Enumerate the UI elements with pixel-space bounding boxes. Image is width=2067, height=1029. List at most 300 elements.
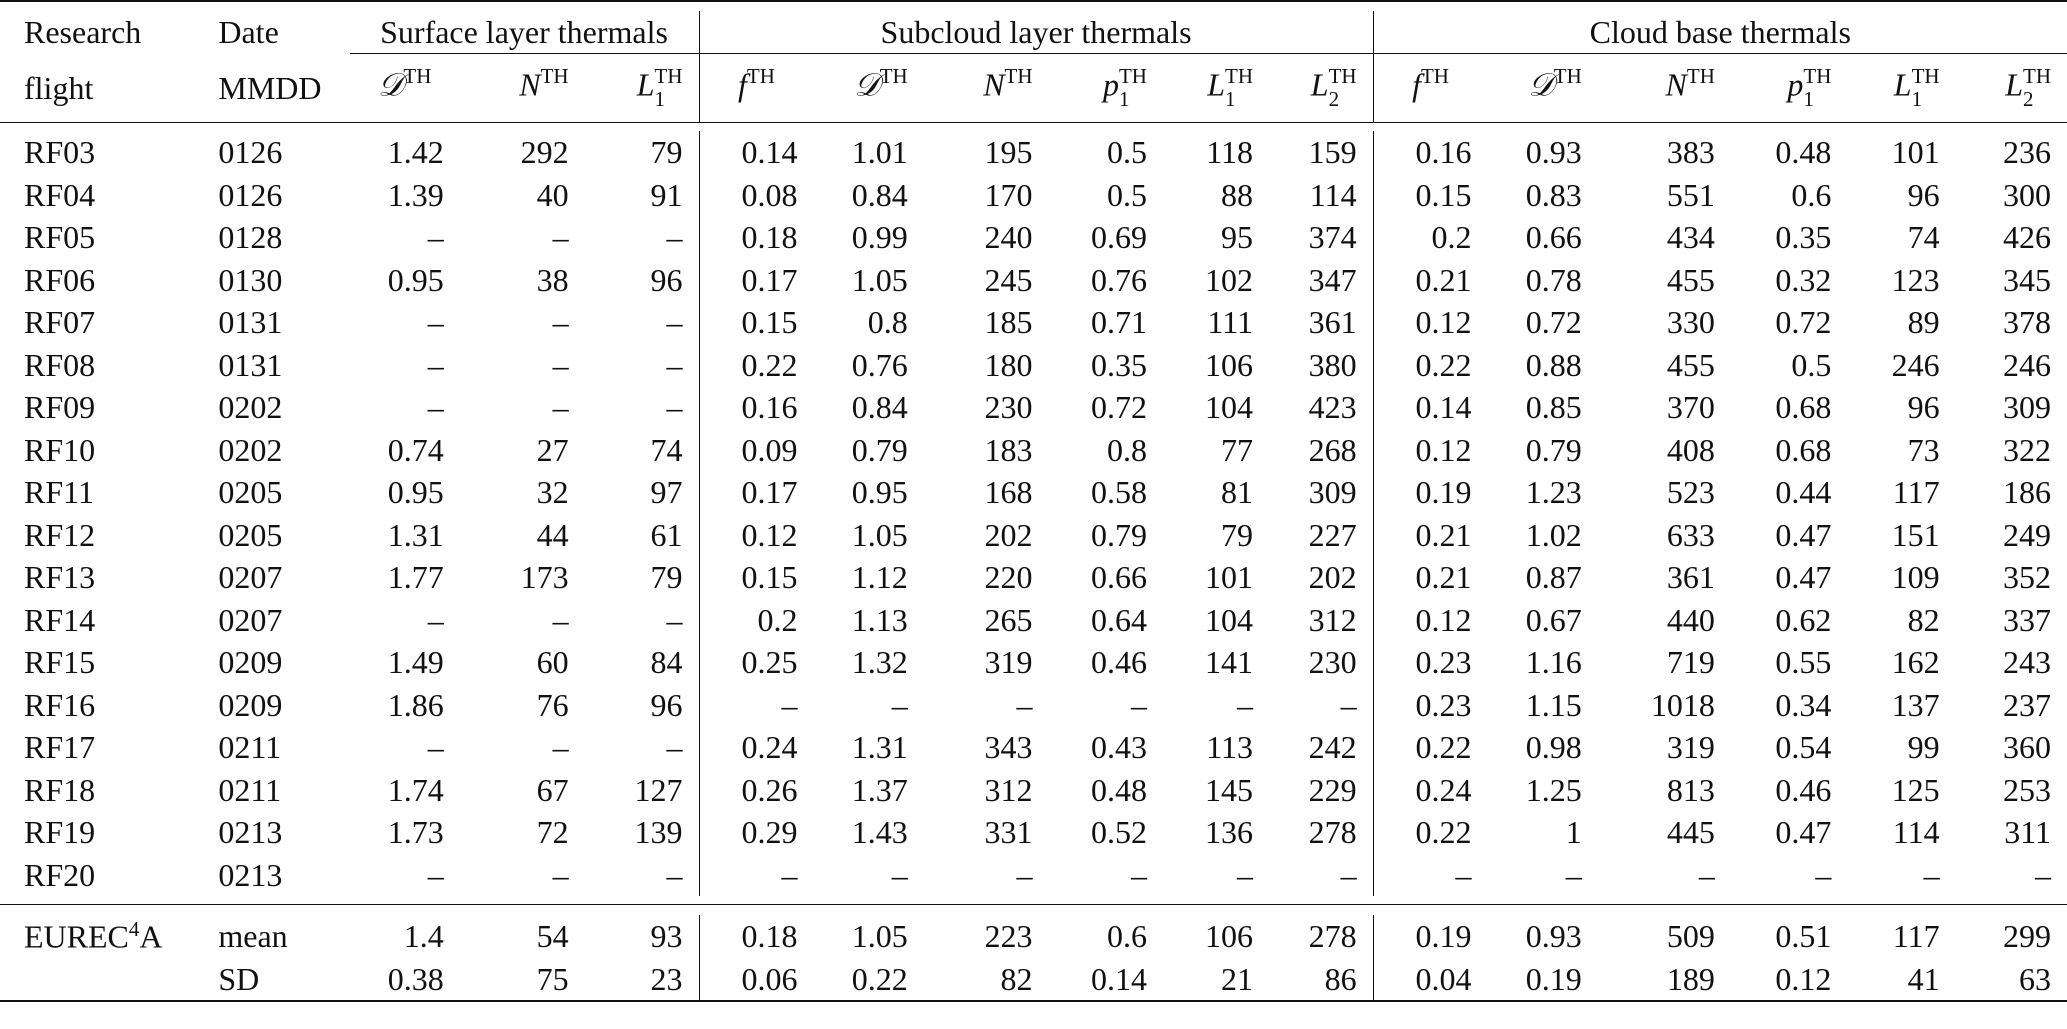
col-header-cloudbase-f	[1373, 54, 1487, 123]
symbol-scripts	[1329, 66, 1357, 110]
date-cell: 0205	[218, 516, 283, 553]
col-header-subcloud-D	[813, 54, 923, 123]
cloudbase-cell: 0.85	[1525, 389, 1582, 426]
surface-cell: 173	[520, 559, 569, 596]
date-cell: 0128	[218, 219, 283, 256]
cloudbase-cell: 0.83	[1525, 176, 1582, 213]
cloudbase-cell: 0.78	[1525, 261, 1582, 298]
subcloud-cell: 343	[984, 729, 1033, 766]
date-header-line1: Date	[218, 14, 279, 51]
cloudbase-cell: 322	[2003, 431, 2051, 468]
superscript-th: TH	[1686, 64, 1715, 88]
subcloud-cell: –	[1237, 686, 1254, 723]
cloudbase-cell: –	[2035, 856, 2051, 893]
cloudbase-cell: 0.93	[1525, 134, 1582, 171]
subcloud-cell: 0.84	[851, 389, 908, 426]
cloudbase-cell: 352	[2003, 559, 2051, 596]
cloudbase-cell: 189	[1666, 960, 1715, 997]
col-header-subcloud-f	[699, 54, 813, 123]
symbol-D: 𝒟	[377, 65, 404, 104]
date-cell: 0211	[218, 729, 282, 766]
superscript-th: TH	[879, 64, 908, 88]
symbol-f: f	[738, 66, 747, 103]
surface-cell: 67	[536, 771, 569, 808]
cloudbase-cell: 0.12	[1373, 429, 1487, 472]
campaign-label	[0, 915, 216, 958]
subcloud-cell: 331	[984, 814, 1033, 851]
cloudbase-cell: 370	[1666, 389, 1715, 426]
subcloud-cell: 0.2	[699, 599, 813, 642]
subcloud-cell: 0.18	[699, 915, 813, 958]
cloudbase-cell: 0.21	[1373, 514, 1487, 557]
subcloud-cell: 0.35	[1090, 346, 1147, 383]
cloudbase-cell: 0.04	[1373, 958, 1487, 1002]
cloudbase-cell: 0.51	[1775, 918, 1832, 955]
subcloud-cell: 423	[1308, 389, 1357, 426]
flight-cell: RF10	[24, 431, 96, 468]
subcloud-cell: 0.79	[1090, 516, 1147, 553]
subcloud-cell: 0.26	[699, 769, 813, 812]
subcloud-cell: 113	[1206, 729, 1254, 766]
cloudbase-cell: 426	[2003, 219, 2051, 256]
subcloud-cell: 1.43	[851, 814, 908, 851]
subcloud-cell: –	[699, 854, 813, 897]
subcloud-cell: 361	[1308, 304, 1357, 341]
subcloud-cell: 220	[984, 559, 1033, 596]
flight-cell: RF15	[24, 644, 96, 681]
symbol-scripts	[1225, 66, 1253, 110]
cloudbase-cell: 0.98	[1525, 729, 1582, 766]
date-cell: 0209	[218, 644, 283, 681]
date-cell: 0131	[218, 346, 283, 383]
surface-cell: –	[552, 729, 569, 766]
flight-cell: RF20	[24, 856, 96, 893]
cloudbase-cell: 0.23	[1373, 641, 1487, 684]
date-cell: 0209	[218, 686, 283, 723]
surface-cell: 1.73	[387, 814, 444, 851]
surface-cell: –	[427, 601, 444, 638]
subcloud-cell: 0.15	[699, 301, 813, 344]
cloudbase-cell: 114	[1892, 814, 1940, 851]
superscript-th: TH	[1004, 64, 1033, 88]
subcloud-cell: –	[891, 686, 908, 723]
superscript-th: TH	[1420, 64, 1449, 88]
surface-cell: 1.39	[387, 176, 444, 213]
subcloud-cell: 319	[984, 644, 1033, 681]
cloudbase-cell: 162	[1891, 644, 1940, 681]
symbol-L: L	[1893, 66, 1912, 103]
subcloud-cell: 82	[1000, 960, 1033, 997]
cloudbase-cell: 73	[1907, 431, 1940, 468]
date-cell: 0213	[218, 856, 283, 893]
cloudbase-cell: 237	[2003, 686, 2051, 723]
table-row	[0, 726, 2067, 769]
cloudbase-cell: 246	[2003, 346, 2051, 383]
col-header-subcloud-p1	[1049, 54, 1163, 123]
cloudbase-cell: 1.16	[1525, 644, 1582, 681]
surface-cell: 1.77	[387, 559, 444, 596]
superscript-th: TH	[2023, 64, 2051, 88]
subcloud-cell: 118	[1206, 134, 1254, 171]
subcloud-cell: 185	[984, 304, 1033, 341]
subcloud-cell: 0.17	[699, 259, 813, 302]
cloudbase-cell: 243	[2003, 644, 2051, 681]
subcloud-cell: –	[1130, 856, 1147, 893]
campaign-prefix: EUREC	[24, 919, 129, 956]
cloudbase-cell: 309	[2003, 389, 2051, 426]
cloudbase-cell: 311	[2004, 814, 2051, 851]
cloudbase-cell: 360	[2003, 729, 2051, 766]
subcloud-cell: 1.32	[851, 644, 908, 681]
date-cell: 0207	[218, 601, 283, 638]
subscript-empty	[1554, 89, 1582, 110]
cloudbase-cell: 0.88	[1525, 346, 1582, 383]
flight-cell: RF11	[24, 474, 94, 511]
surface-cell: 1.4	[403, 918, 444, 955]
subscript-empty	[1005, 89, 1033, 110]
cloudbase-cell: 0.47	[1775, 559, 1832, 596]
surface-cell: –	[666, 389, 683, 426]
subscript-empty	[747, 89, 775, 110]
cloudbase-cell: 0.12	[1373, 599, 1487, 642]
surface-cell: 139	[634, 814, 683, 851]
subcloud-cell: 86	[1324, 960, 1357, 997]
subcloud-cell: 180	[984, 346, 1033, 383]
cloudbase-cell: 455	[1666, 261, 1715, 298]
table-row	[0, 301, 2067, 344]
cloudbase-cell: –	[1923, 856, 1940, 893]
subcloud-cell: 1.37	[851, 771, 908, 808]
summary-row-sd	[0, 958, 2067, 1002]
flight-cell: RF16	[24, 686, 96, 723]
cloudbase-cell: 137	[1891, 686, 1940, 723]
subcloud-cell: 347	[1308, 261, 1357, 298]
flight-cell: RF08	[24, 346, 96, 383]
cloudbase-cell: 0.21	[1373, 556, 1487, 599]
flight-cell: RF18	[24, 771, 96, 808]
surface-cell: –	[427, 389, 444, 426]
surface-cell: 54	[536, 918, 569, 955]
subcloud-cell: 0.99	[851, 219, 908, 256]
cloudbase-cell: 96	[1907, 176, 1940, 213]
symbol-L: L	[636, 66, 655, 103]
table-row	[0, 599, 2067, 642]
surface-cell: –	[427, 304, 444, 341]
superscript-th: TH	[1118, 64, 1147, 88]
cloudbase-cell: 249	[2003, 516, 2051, 553]
surface-cell: –	[552, 304, 569, 341]
subcloud-cell: 240	[984, 219, 1033, 256]
table-row	[0, 216, 2067, 259]
subcloud-cell: –	[1016, 856, 1033, 893]
subcloud-cell: 0.14	[1090, 960, 1147, 997]
table-row	[0, 131, 2067, 174]
flight-cell: RF03	[24, 134, 96, 171]
subcloud-cell: 0.46	[1090, 644, 1147, 681]
surface-cell: –	[427, 219, 444, 256]
date-cell: 0131	[218, 304, 283, 341]
table-body	[0, 1, 2067, 1006]
col-header-cloudbase-D	[1487, 54, 1597, 123]
cloudbase-cell: 125	[1891, 771, 1940, 808]
subscript-empty	[1687, 89, 1715, 110]
col-header-surface-D	[350, 54, 460, 123]
surface-cell: 127	[634, 771, 683, 808]
table-row	[0, 854, 2067, 897]
subcloud-cell: 0.16	[699, 386, 813, 429]
subcloud-cell: 104	[1205, 601, 1254, 638]
campaign-suffix: A	[139, 919, 163, 956]
cloudbase-cell: 0.34	[1775, 686, 1832, 723]
subcloud-cell: 380	[1308, 346, 1357, 383]
surface-cell: 38	[536, 261, 569, 298]
cloudbase-cell: 41	[1907, 960, 1940, 997]
cloudbase-cell: 383	[1666, 134, 1715, 171]
cloudbase-cell: –	[1698, 856, 1715, 893]
table-row	[0, 769, 2067, 812]
date-cell: 0213	[218, 814, 283, 851]
subcloud-cell: 0.14	[699, 131, 813, 174]
surface-cell: 0.74	[387, 431, 444, 468]
cloudbase-cell: 0.16	[1373, 131, 1487, 174]
date-cell: 0126	[218, 134, 283, 171]
cloudbase-cell: 0.19	[1373, 471, 1487, 514]
subcloud-cell: 0.79	[851, 431, 908, 468]
cloudbase-cell: 151	[1891, 516, 1940, 553]
flight-cell: RF05	[24, 219, 96, 256]
cloudbase-cell: 0.67	[1525, 601, 1582, 638]
col-header-cloudbase-p1	[1731, 54, 1848, 123]
surface-cell: 61	[650, 516, 683, 553]
surface-cell: –	[666, 856, 683, 893]
symbol-scripts	[1803, 66, 1831, 110]
subcloud-cell: 202	[1308, 559, 1357, 596]
cloudbase-cell: 0.46	[1775, 771, 1832, 808]
flight-cell: RF19	[24, 814, 96, 851]
cloudbase-cell: 1018	[1650, 686, 1715, 723]
subcloud-cell: 268	[1308, 431, 1357, 468]
subcloud-cell: 159	[1308, 134, 1357, 171]
cloudbase-cell: 319	[1666, 729, 1715, 766]
date-cell: 0130	[218, 261, 283, 298]
cloudbase-cell: 0.19	[1525, 960, 1582, 997]
subcloud-cell: –	[891, 856, 908, 893]
cloudbase-cell: 0.48	[1775, 134, 1832, 171]
cloudbase-cell: 117	[1892, 918, 1940, 955]
subcloud-cell: 0.43	[1090, 729, 1147, 766]
subcloud-cell: 0.71	[1090, 304, 1147, 341]
subcloud-cell: 0.29	[699, 811, 813, 854]
subcloud-cell: –	[1130, 686, 1147, 723]
cloudbase-cell: 0.44	[1775, 474, 1832, 511]
cloudbase-cell: 0.22	[1373, 811, 1487, 854]
subcloud-cell: 95	[1221, 219, 1254, 256]
surface-cell: 0.95	[387, 261, 444, 298]
cloudbase-cell: 236	[2003, 134, 2051, 171]
symbol-p: p	[1787, 66, 1804, 103]
cloudbase-cell: 361	[1666, 559, 1715, 596]
cloudbase-cell: 0.19	[1373, 915, 1487, 958]
cloudbase-cell: 0.6	[1791, 176, 1832, 213]
cloudbase-cell: 337	[2003, 601, 2051, 638]
symbol-scripts	[1912, 66, 1940, 110]
surface-cell: –	[427, 729, 444, 766]
symbol-scripts	[1005, 66, 1033, 110]
surface-cell: 97	[650, 474, 683, 511]
surface-cell: 0.95	[387, 474, 444, 511]
header-row-groups	[0, 11, 2067, 54]
cloudbase-cell: 246	[1891, 346, 1940, 383]
subscript-1: 1	[1118, 87, 1130, 111]
superscript-th: TH	[403, 64, 432, 88]
cloudbase-cell: 551	[1666, 176, 1715, 213]
surface-cell: 23	[650, 960, 683, 997]
subcloud-cell: 0.5	[1106, 134, 1147, 171]
flight-cell: RF14	[24, 601, 96, 638]
symbol-p: p	[1102, 66, 1119, 103]
subcloud-cell: –	[1340, 686, 1357, 723]
surface-cell: –	[427, 346, 444, 383]
cloudbase-cell: 0.22	[1373, 726, 1487, 769]
subcloud-cell: 374	[1308, 219, 1357, 256]
cloudbase-cell: 0.68	[1775, 389, 1832, 426]
col-header-surface-N	[460, 54, 585, 123]
cloudbase-cell: 330	[1666, 304, 1715, 341]
subcloud-cell: –	[699, 684, 813, 727]
cloudbase-cell: 0.32	[1775, 261, 1832, 298]
subcloud-cell: 230	[984, 389, 1033, 426]
superscript-th: TH	[540, 64, 569, 88]
subcloud-cell: –	[1340, 856, 1357, 893]
table-row	[0, 429, 2067, 472]
subcloud-cell: 0.22	[699, 344, 813, 387]
symbol-N: N	[983, 66, 1005, 103]
cloudbase-cell: 0.22	[1373, 344, 1487, 387]
campaign-superscript: 4	[128, 917, 140, 942]
cloudbase-cell: 0.15	[1373, 174, 1487, 217]
cloudbase-cell: 0.93	[1525, 918, 1582, 955]
cloudbase-cell: –	[1373, 854, 1487, 897]
subscript-1: 1	[654, 87, 666, 111]
cloudbase-cell: 253	[2003, 771, 2051, 808]
subcloud-cell: 0.64	[1090, 601, 1147, 638]
subcloud-cell: 223	[984, 918, 1033, 955]
surface-cell: 96	[650, 686, 683, 723]
cloudbase-cell: 300	[2003, 176, 2051, 213]
cloudbase-cell: 0.23	[1373, 684, 1487, 727]
cloudbase-cell: 1.02	[1525, 516, 1582, 553]
subcloud-cell: 0.24	[699, 726, 813, 769]
header-row-symbols	[0, 54, 2067, 123]
table-row	[0, 259, 2067, 302]
flight-cell: RF07	[24, 304, 96, 341]
subcloud-cell: 1.12	[851, 559, 908, 596]
subcloud-cell: 202	[984, 516, 1033, 553]
table-row	[0, 641, 2067, 684]
surface-cell: 1.42	[387, 134, 444, 171]
cloudbase-cell: 74	[1907, 219, 1940, 256]
col-header-cloudbase-L2	[1956, 54, 2067, 123]
subcloud-cell: 0.6	[1106, 918, 1147, 955]
subcloud-cell: 1.05	[851, 261, 908, 298]
surface-cell: –	[552, 601, 569, 638]
surface-cell: 79	[650, 559, 683, 596]
surface-cell: –	[552, 346, 569, 383]
subscript-1: 1	[1225, 87, 1236, 111]
cloudbase-cell: 0.47	[1775, 814, 1832, 851]
research-flight-header-line1: Research	[24, 14, 142, 51]
subcloud-cell: –	[1016, 686, 1033, 723]
subcloud-layer-group-header: Subcloud layer thermals	[699, 11, 1373, 54]
surface-cell: –	[666, 304, 683, 341]
subcloud-cell: 0.52	[1090, 814, 1147, 851]
surface-cell: –	[427, 856, 444, 893]
subcloud-cell: 81	[1221, 474, 1254, 511]
subcloud-cell: 0.8	[1106, 431, 1147, 468]
subcloud-cell: 230	[1308, 644, 1357, 681]
subcloud-cell: 141	[1205, 644, 1254, 681]
subcloud-cell: –	[1237, 856, 1254, 893]
date-cell: 0126	[218, 176, 283, 213]
symbol-L: L	[2005, 66, 2023, 103]
symbol-D: 𝒟	[1528, 65, 1554, 104]
symbol-D: 𝒟	[854, 65, 880, 104]
subcloud-cell: 0.18	[699, 216, 813, 259]
cloudbase-cell: 89	[1907, 304, 1940, 341]
cloudbase-cell: –	[1565, 856, 1582, 893]
surface-cell: 91	[650, 176, 683, 213]
surface-cell: –	[666, 729, 683, 766]
cloudbase-cell: 345	[2003, 261, 2051, 298]
cloudbase-cell: 186	[2003, 474, 2051, 511]
surface-cell: 79	[650, 134, 683, 171]
cloudbase-cell: 0.12	[1373, 301, 1487, 344]
subcloud-cell: 278	[1308, 814, 1357, 851]
surface-cell: 75	[536, 960, 569, 997]
subcloud-cell: 0.76	[851, 346, 908, 383]
col-header-cloudbase-N	[1598, 54, 1731, 123]
surface-cell: 1.31	[387, 516, 444, 553]
table-row	[0, 344, 2067, 387]
surface-cell: 0.38	[387, 960, 444, 997]
surface-cell: 74	[650, 431, 683, 468]
cloudbase-cell: 0.47	[1775, 516, 1832, 553]
subcloud-cell: 265	[984, 601, 1033, 638]
superscript-th: TH	[746, 64, 775, 88]
subscript-2: 2	[2023, 87, 2034, 111]
cloudbase-cell: 0.72	[1775, 304, 1832, 341]
cloudbase-cell: 440	[1666, 601, 1715, 638]
symbol-scripts	[403, 66, 431, 110]
subcloud-cell: 106	[1205, 346, 1254, 383]
subcloud-cell: 21	[1221, 960, 1254, 997]
subcloud-cell: 111	[1207, 304, 1254, 341]
cloudbase-cell: –	[1815, 856, 1832, 893]
table-row	[0, 386, 2067, 429]
surface-cell: 84	[650, 644, 683, 681]
cloudbase-cell: 0.14	[1373, 386, 1487, 429]
symbol-scripts	[1119, 66, 1147, 110]
cloud-base-group-header: Cloud base thermals	[1373, 11, 2067, 54]
cloudbase-cell: 1.15	[1525, 686, 1582, 723]
cloudbase-cell: 0.62	[1775, 601, 1832, 638]
cloudbase-cell: 509	[1666, 918, 1715, 955]
subcloud-cell: 101	[1205, 559, 1254, 596]
table-row	[0, 684, 2067, 727]
surface-cell: 96	[650, 261, 683, 298]
subcloud-cell: 102	[1205, 261, 1254, 298]
table-row	[0, 556, 2067, 599]
